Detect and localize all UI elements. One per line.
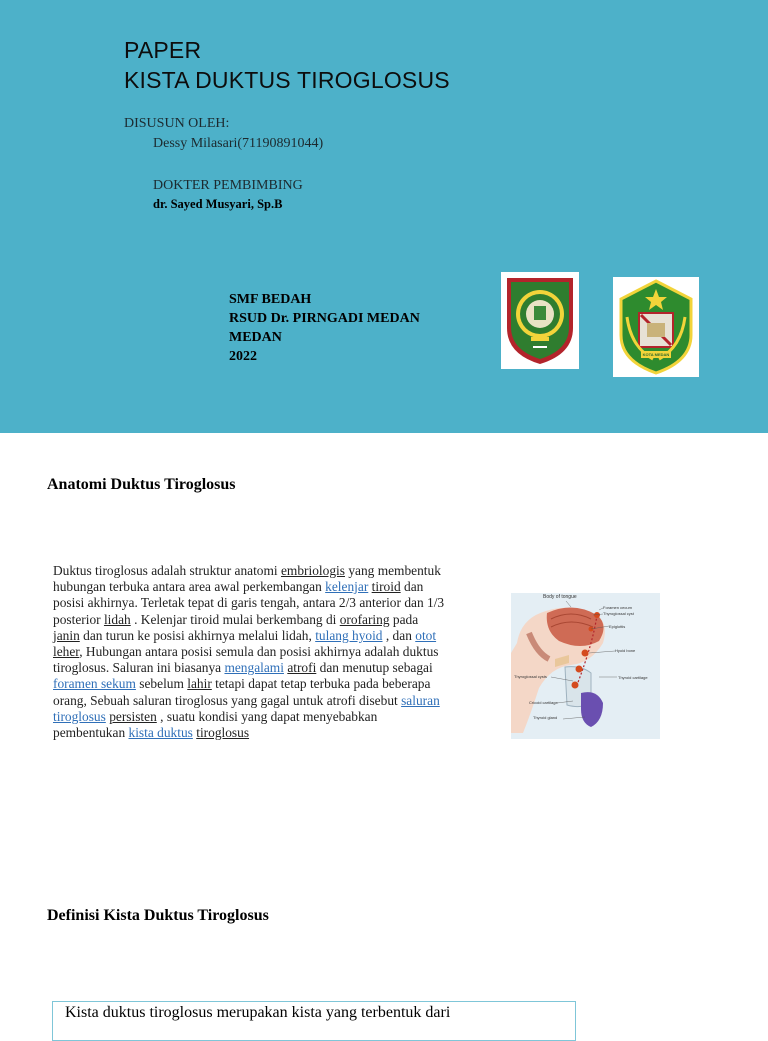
label-epiglottis: Epiglottis	[609, 624, 626, 629]
city-logo-text: KOTA MEDAN	[642, 352, 670, 357]
text-run: , suatu kondisi yang dapat menyebabkan pembentukan	[53, 708, 378, 741]
text-run: dan menutup sebagai	[316, 660, 433, 676]
label-foramen-cecum: Foramen cecum	[603, 605, 632, 610]
text-run: Duktus tiroglosus adalah struktur anatomi	[53, 563, 281, 578]
supervisor-label: DOKTER PEMBIMBING	[153, 178, 303, 193]
link-tiroglosus[interactable]: tiroglosus	[196, 725, 250, 741]
thyroglossal-anatomy-figure	[511, 593, 660, 739]
cover-slide	[0, 0, 768, 433]
paper-label: PAPER	[124, 37, 202, 63]
link-mengalami[interactable]: mengalami	[224, 660, 284, 676]
label-thyroglossal-cyst: Thyroglossal cyst	[603, 611, 634, 616]
link-orofaring[interactable]: orofaring	[339, 611, 390, 627]
text-run: . Kelenjar tiroid mulai berkembang di	[130, 611, 340, 627]
author-name: Dessy Milasari(71190891044)	[153, 136, 324, 151]
text-run: dan posisi akhirnya. Terletak tepat di garis tengah, antara 2/3 anterior dan 1/3 posterior	[53, 579, 445, 627]
kota-medan-emblem-icon	[613, 277, 699, 377]
link-tulang-hyoid[interactable]: tulang hyoid	[315, 627, 383, 643]
section-definition-title: Definisi Kista Duktus Tiroglosus	[47, 907, 269, 924]
anatomy-paragraph	[53, 563, 445, 741]
rsud-pirngadi-emblem-icon	[501, 272, 579, 369]
institution-city: MEDAN	[229, 330, 282, 345]
text-run: yang membentuk hubungan terbuka antara area awal perkembangan	[53, 563, 441, 595]
text-run: pada	[389, 611, 419, 627]
compiled-by-label: DISUSUN OLEH:	[124, 116, 230, 131]
link-saluran-tiroglosus[interactable]: saluran tiroglosus	[53, 692, 440, 724]
text-run: sebelum	[135, 676, 188, 692]
link-foramen-sekum[interactable]: foramen sekum	[53, 676, 136, 692]
link-leher[interactable]: leher	[53, 644, 80, 660]
text-run: , Hubungan antara posisi semula dan posisi akhirnya adalah duktus tiroglosus. Saluran ini biasanya	[53, 644, 439, 676]
link-lahir[interactable]: lahir	[187, 676, 212, 692]
link-lidah[interactable]: lidah	[103, 611, 131, 627]
city-logo	[613, 277, 699, 377]
label-thyroglossal-cysts: Thyroglossal cysts	[514, 674, 547, 679]
text-run: tetapi dapat tetap terbuka pada beberapa orang, Sebuah saluran tiroglosus yang gagal untuk atrofi disebut	[53, 676, 431, 708]
link-otot[interactable]: otot	[415, 627, 437, 643]
label-body-of-tongue: Body of tongue	[543, 594, 577, 600]
paper-title: KISTA DUKTUS TIROGLOSUS	[124, 67, 450, 93]
section-anatomy-title: Anatomi Duktus Tiroglosus	[47, 476, 236, 493]
text-run: , dan	[382, 627, 416, 643]
link-embriologis[interactable]: embriologis	[280, 563, 345, 578]
institution-year: 2022	[229, 349, 257, 364]
link-persisten[interactable]: persisten	[109, 708, 157, 724]
label-hyoid-bone: Hyoid bone	[615, 648, 636, 653]
link-kista-duktus[interactable]: kista duktus	[128, 725, 193, 741]
label-cricoid-cartilage: Cricoid cartilage	[529, 700, 558, 705]
link-tiroid[interactable]: tiroid	[371, 579, 401, 595]
label-thyroid-gland: Thyroid gland	[533, 715, 558, 720]
link-atrofi[interactable]: atrofi	[287, 660, 317, 676]
hospital-logo	[501, 272, 579, 369]
text-run: dan turun ke posisi akhirnya melalui lidah,	[79, 627, 316, 643]
institution-hospital: RSUD Dr. PIRNGADI MEDAN	[229, 311, 420, 326]
institution-dept: SMF BEDAH	[229, 292, 312, 307]
definition-text-box	[52, 1001, 576, 1041]
supervisor-name: dr. Sayed Musyari, Sp.B	[153, 197, 283, 211]
link-janin[interactable]: janin	[53, 627, 80, 643]
label-thyroid-cartilage: Thyroid cartilage	[618, 675, 648, 680]
definition-text: Kista duktus tiroglosus merupakan kista yang terbentuk dari	[65, 1004, 451, 1021]
link-kelenjar[interactable]: kelenjar	[325, 579, 369, 595]
